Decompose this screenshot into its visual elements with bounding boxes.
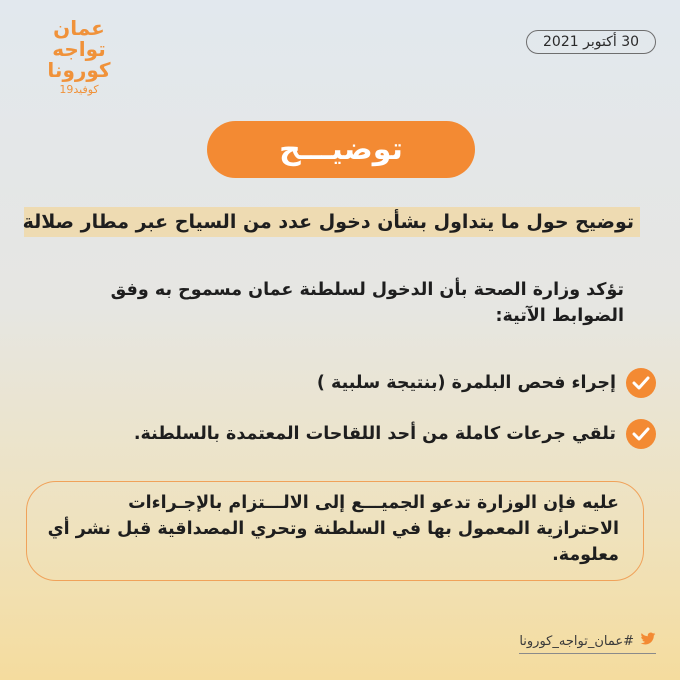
- date-text: 30 أكتوبر 2021: [543, 34, 640, 50]
- twitter-icon: [640, 632, 656, 650]
- title-banner: [207, 121, 475, 178]
- list-item-text: إجراء فحص البلمرة (بنتيجة سلبية ): [316, 373, 616, 393]
- logo: [34, 18, 124, 98]
- list-item: [56, 366, 656, 400]
- list-item: [56, 417, 656, 451]
- logo-line-3: كورونا: [47, 58, 111, 82]
- logo-line-4: كوفيد19: [59, 83, 99, 96]
- hashtag-underline: [519, 653, 656, 654]
- notice-box: [26, 481, 644, 581]
- intro-text: تؤكد وزارة الصحة بأن الدخول لسلطنة عمان مسموح به وفق الضوابط الآتية:: [110, 280, 624, 326]
- notice-text: عليه فإن الوزارة تدعو الجميـــع إلى الالـــتزام بالإجـراءات الاحترازية المعمول بها في السلطنة وتحري المصداقية قبل نشر أي معلومة.: [47, 493, 619, 565]
- check-icon: [626, 419, 656, 449]
- page-title: توضيـــح: [279, 132, 403, 167]
- logo-line-1: عمان: [53, 16, 105, 40]
- logo-line-2: تواجه: [52, 37, 106, 61]
- check-icon: [626, 368, 656, 398]
- list-item-text: تلقي جرعات كاملة من أحد اللقاحات المعتمدة بالسلطنة.: [133, 424, 616, 444]
- date-badge: [526, 30, 656, 54]
- footer-hashtag[interactable]: [519, 632, 656, 650]
- subtitle-text: توضيح حول ما يتداول بشأن دخول عدد من السياح عبر مطار صلالة: [22, 211, 634, 233]
- subtitle-bar: [24, 207, 640, 237]
- hashtag-text[interactable]: #عمان_تواجه_كورونا: [519, 633, 634, 649]
